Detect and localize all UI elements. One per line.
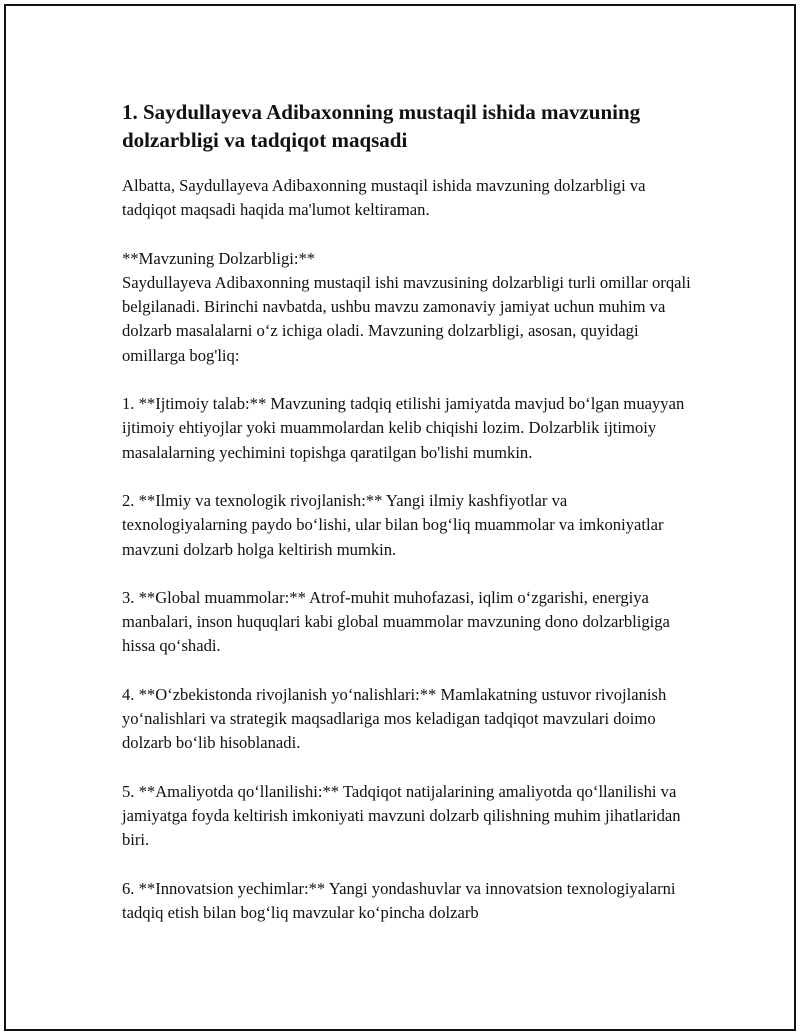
- list-item-innovative-solutions: 6. **Innovatsion yechimlar:** Yangi yondashuvlar va innovatsion texnologiyalarni tadqiq etish bilan bogʻliq mavzular koʻpincha dolzarb: [122, 878, 676, 922]
- list-item-global-problems: 3. **Global muammolar:** Atrof-muhit muhofazasi, iqlim oʻzgarishi, energiya manbalari, inson huquqlari kabi global muammolar mavzuning dono dolzarbligiga hissa qoʻshadi.: [122, 587, 670, 656]
- document-body: [122, 98, 692, 949]
- list-item-practical-application: 5. **Amaliyotda qoʻllanilishi:** Tadqiqot natijalarining amaliyotda qoʻllanilishi va jamiyatga foyda keltirish imkoniyati mavzuni dolzarb qilishning muhim jihatlaridan biri.: [122, 781, 681, 850]
- relevance-paragraph: **Mavzuning Dolzarbligi:** Saydullayeva Adibaxonning mustaqil ishi mavzusining dolzarbligi turli omillar orqali belgilanadi. Birinchi navbatda, ushbu mavzu zamonaviy jamiyat uchun muhim va dolzarb masalalarni oʻz ichiga oladi. Mavzuning dolzarbligi, asosan, quyidagi omillarga bog'liq:: [122, 248, 691, 365]
- list-item-scientific-development: 2. **Ilmiy va texnologik rivojlanish:** Yangi ilmiy kashfiyotlar va texnologiyalarning paydo boʻlishi, ular bilan bogʻliq muammolar va imkoniyatlar mavzuni dolzarb holga keltirish mumkin.: [122, 490, 664, 559]
- list-item-uzbekistan-directions: 4. **Oʻzbekistonda rivojlanish yoʻnalishlari:** Mamlakatning ustuvor rivojlanish yoʻnalishlari va strategik maqsadlariga mos keladigan tadqiqot mavzulari doimo dolzarb boʻlib hisoblanadi.: [122, 684, 667, 753]
- document-page: [4, 4, 796, 1031]
- list-item-social-demand: 1. **Ijtimoiy talab:** Mavzuning tadqiq etilishi jamiyatda mavjud boʻlgan muayyan ijtimoiy ehtiyojlar yoki muammolardan kelib chiqishi lozim. Dolzarblik ijtimoiy masalalarning yechimini topishga qaratilgan bo'lishi mumkin.: [122, 394, 685, 462]
- document-title: 1. Saydullayeva Adibaxonning mustaqil ishida mavzuning dolzarbligi va tadqiqot maqsadi: [122, 100, 641, 152]
- intro-paragraph: Albatta, Saydullayeva Adibaxonning mustaqil ishida mavzuning dolzarbligi va tadqiqot maqsadi haqida ma'lumot keltiraman.: [122, 176, 646, 220]
